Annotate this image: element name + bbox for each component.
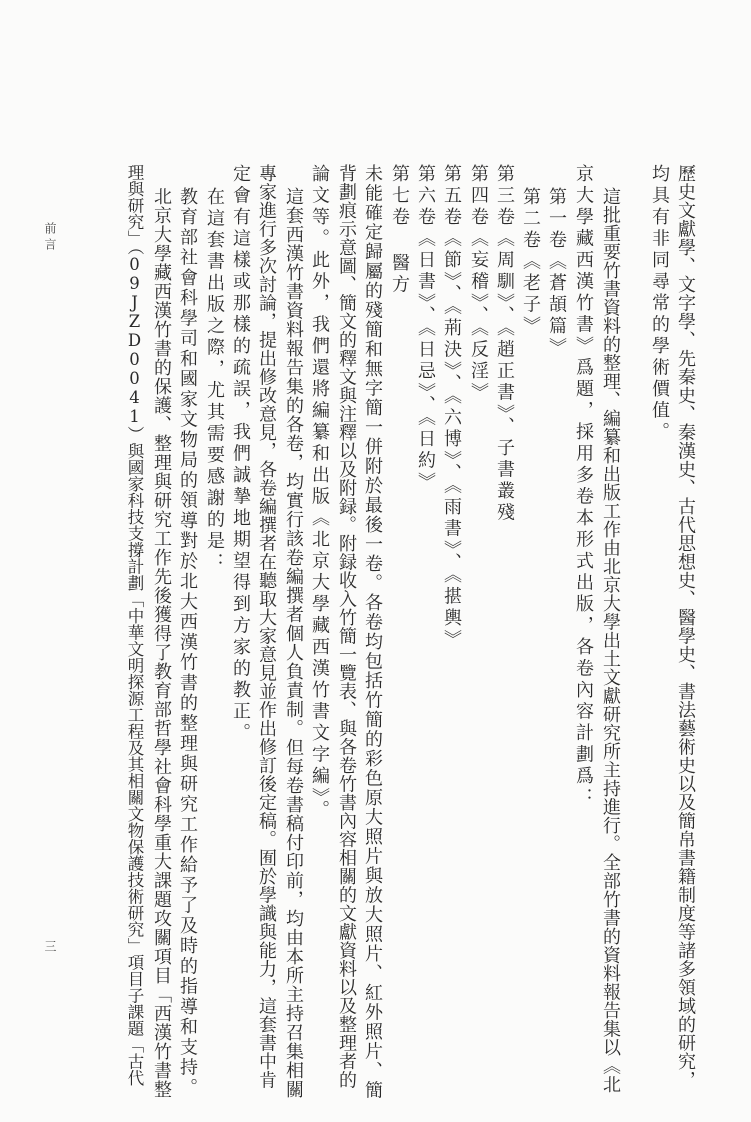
text-column: 第二卷《老子》 (520, 187, 541, 338)
text-column: 未能確定歸屬的殘簡和無字簡一併附於最後一卷。各卷均包括竹簡的彩色原大照片與放大照片、紅外照片、簡 (362, 164, 383, 1100)
text-column: 歷史文獻學、文字學、先秦史、秦漢史、古代思想史、醫學史、書法藝術史以及簡帛書籍制度等諸多領域的研究， (675, 164, 696, 1089)
text-column: 這批重要竹書資料的整理、編纂和出版工作由北京大學出土文獻研究所主持進行。全部竹書的資料報告集以《北 (600, 187, 621, 1094)
page-number: 三 (43, 940, 57, 952)
text-column: 均具有非同尋常的學術價值。 (649, 164, 670, 444)
text-column: 背劃痕示意圖、簡文的釋文與注釋以及附録。附録收入竹簡一覽表、與各卷竹書內容相關的文獻資料以及整理者的 (336, 164, 357, 1089)
text-column: 定會有這樣或那樣的疏誤，我們誠摯地期望得到方家的教正。 (230, 164, 251, 745)
text-column: 在這套書出版之際，尤其需要感謝的是： (204, 187, 225, 574)
text-column: 第三卷《周馴》、《趙正書》、子書叢殘 (494, 164, 515, 524)
text-column: 第一卷《蒼頡篇》 (546, 187, 567, 359)
text-column: 這套西漢竹書資料報告集的各卷，均實行該卷編撰者個人負責制。但每卷書稿付印前，均由本所主持召集相關 (283, 187, 304, 1099)
running-header: 前言 (43, 222, 57, 254)
text-column: 第七卷 醫方 (389, 164, 410, 296)
text-column: 京大學藏西漢竹書》爲題，採用多卷本形式出版，各卷內容計劃爲： (573, 164, 594, 809)
text-column: 第五卷《節》、《荊決》、《六博》、《雨書》、《揕輿》 (441, 164, 462, 651)
text-column: 教育部社會科學司和國家文物局的領導對於北大西漢竹書的整理與研究工作給予了及時的指導和支持。 (177, 187, 198, 1099)
text-column: 專家進行多次討論，提出修改意見，各卷編撰者在聽取大家意見並作出修訂後定稿。囿於學識與能力，這套書中肯 (256, 164, 277, 1089)
text-column: 論文等。此外，我們還將編纂和出版《北京大學藏西漢竹書文字編》。 (309, 164, 330, 822)
text-column: 第四卷《妄稽》、《反淫》 (468, 164, 489, 404)
text-column: 北京大學藏西漢竹書的保護、整理與研究工作先後獲得了教育部哲學社會科學重大課題攻關項目「西漢竹書整 (151, 187, 172, 1099)
text-column: 理與研究」（09JZD0041）與國家科技支撐計劃「中華文明探源工程及其相關文物保護技術研究」項目子課題「古代 (125, 164, 144, 1086)
text-column: 第六卷《日書》、《日忌》、《日約》 (415, 164, 436, 494)
